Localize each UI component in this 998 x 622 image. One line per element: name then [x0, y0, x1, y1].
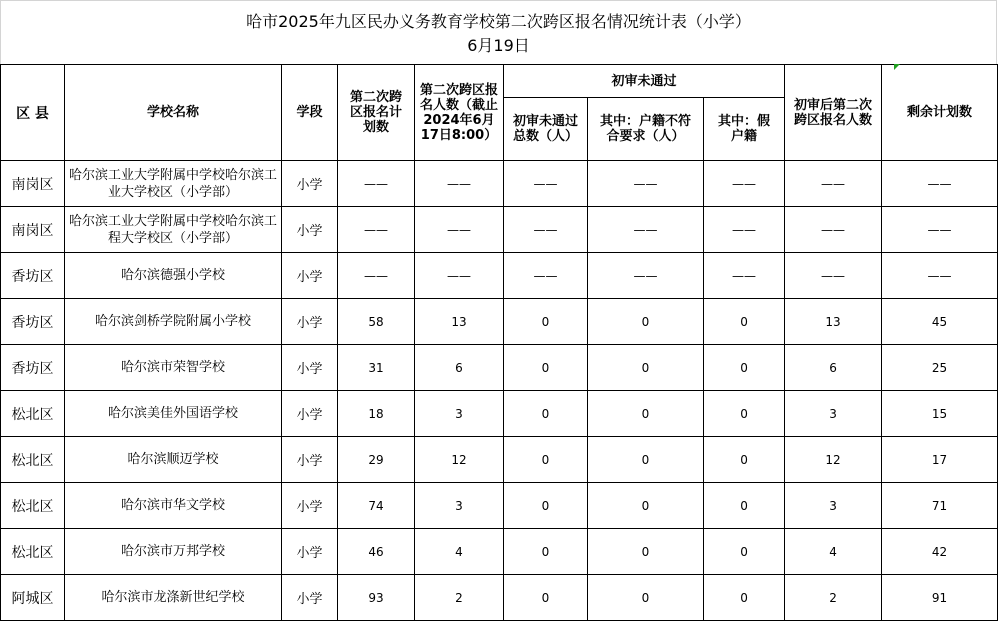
plan-cell: 93	[338, 575, 415, 621]
table-header	[1, 65, 998, 161]
header-failed-hukou: 其中：户籍不符合要求（人）	[588, 98, 704, 161]
failed-hukou-cell: ——	[588, 207, 704, 253]
failed-total-cell: 0	[504, 391, 588, 437]
remaining-cell: 17	[882, 437, 998, 483]
header-applicants: 第二次跨区报名人数（截止2024年6月17日8:00）	[415, 65, 504, 161]
header-failed-total: 初审未通过总数（人）	[504, 98, 588, 161]
failed-fake-cell: 0	[704, 391, 785, 437]
failed-hukou-cell: 0	[588, 391, 704, 437]
school-name-cell: 哈尔滨市荣智学校	[65, 345, 282, 391]
district-cell: 松北区	[1, 529, 65, 575]
school-name-cell: 哈尔滨市龙涤新世纪学校	[65, 575, 282, 621]
after-review-cell: ——	[785, 253, 882, 299]
applicants-cell: 2	[415, 575, 504, 621]
district-cell: 南岗区	[1, 207, 65, 253]
school-name-cell: 哈尔滨市万邦学校	[65, 529, 282, 575]
remaining-cell: ——	[882, 207, 998, 253]
after-review-cell: ——	[785, 207, 882, 253]
plan-cell: 31	[338, 345, 415, 391]
remaining-cell: ——	[882, 161, 998, 207]
school-name-cell: 哈尔滨德强小学校	[65, 253, 282, 299]
stage-cell: 小学	[282, 529, 338, 575]
school-name-cell: 哈尔滨顺迈学校	[65, 437, 282, 483]
table-body	[1, 161, 998, 621]
header-group-failed: 初审未通过	[504, 65, 785, 98]
applicants-cell: 3	[415, 391, 504, 437]
district-cell: 松北区	[1, 391, 65, 437]
table-row	[1, 391, 998, 437]
failed-total-cell: ——	[504, 253, 588, 299]
failed-fake-cell: 0	[704, 529, 785, 575]
after-review-cell: 4	[785, 529, 882, 575]
applicants-cell: ——	[415, 253, 504, 299]
table-row	[1, 437, 998, 483]
table-row	[1, 299, 998, 345]
remaining-cell: 42	[882, 529, 998, 575]
plan-cell: ——	[338, 253, 415, 299]
applicants-cell: ——	[415, 161, 504, 207]
school-name-cell: 哈尔滨工业大学附属中学校哈尔滨工业大学校区（小学部）	[65, 161, 282, 207]
district-cell: 香坊区	[1, 299, 65, 345]
after-review-cell: 2	[785, 575, 882, 621]
stage-cell: 小学	[282, 299, 338, 345]
applicants-cell: 4	[415, 529, 504, 575]
applicants-cell: 12	[415, 437, 504, 483]
remaining-cell: 15	[882, 391, 998, 437]
school-name-cell: 哈尔滨市华文学校	[65, 483, 282, 529]
stage-cell: 小学	[282, 161, 338, 207]
table-row	[1, 253, 998, 299]
failed-total-cell: 0	[504, 299, 588, 345]
remaining-cell: 71	[882, 483, 998, 529]
failed-fake-cell: 0	[704, 437, 785, 483]
failed-hukou-cell: ——	[588, 253, 704, 299]
sheet-title: 哈市2025年九区民办义务教育学校第二次跨区报名情况统计表（小学）	[246, 12, 751, 31]
applicants-cell: ——	[415, 207, 504, 253]
failed-total-cell: ——	[504, 207, 588, 253]
district-cell: 香坊区	[1, 345, 65, 391]
after-review-cell: 6	[785, 345, 882, 391]
stage-cell: 小学	[282, 345, 338, 391]
failed-hukou-cell: 0	[588, 529, 704, 575]
failed-fake-cell: ——	[704, 161, 785, 207]
table-row	[1, 345, 998, 391]
failed-fake-cell: 0	[704, 483, 785, 529]
stage-cell: 小学	[282, 207, 338, 253]
stage-cell: 小学	[282, 483, 338, 529]
plan-cell: 29	[338, 437, 415, 483]
cell-comment-marker	[894, 64, 900, 70]
failed-fake-cell: ——	[704, 207, 785, 253]
failed-fake-cell: 0	[704, 575, 785, 621]
plan-cell: 74	[338, 483, 415, 529]
remaining-cell: 91	[882, 575, 998, 621]
header-school-name: 学校名称	[65, 65, 282, 161]
header-stage: 学段	[282, 65, 338, 161]
district-cell: 松北区	[1, 483, 65, 529]
district-cell: 南岗区	[1, 161, 65, 207]
after-review-cell: 12	[785, 437, 882, 483]
header-district: 区 县	[1, 65, 65, 161]
after-review-cell: 13	[785, 299, 882, 345]
failed-total-cell: 0	[504, 529, 588, 575]
applicants-cell: 3	[415, 483, 504, 529]
district-cell: 香坊区	[1, 253, 65, 299]
failed-total-cell: 0	[504, 483, 588, 529]
remaining-cell: ——	[882, 253, 998, 299]
table-row	[1, 529, 998, 575]
remaining-cell: 45	[882, 299, 998, 345]
header-after-review: 初审后第二次跨区报名人数	[785, 65, 882, 161]
sheet-title-area	[0, 0, 997, 64]
sheet-date: 6月19日	[467, 36, 530, 55]
school-name-cell: 哈尔滨剑桥学院附属小学校	[65, 299, 282, 345]
after-review-cell: 3	[785, 391, 882, 437]
failed-total-cell: ——	[504, 161, 588, 207]
stage-cell: 小学	[282, 575, 338, 621]
header-plan: 第二次跨区报名计划数	[338, 65, 415, 161]
table-row	[1, 575, 998, 621]
failed-hukou-cell: ——	[588, 161, 704, 207]
statistics-table	[0, 64, 998, 621]
plan-cell: ——	[338, 161, 415, 207]
stage-cell: 小学	[282, 253, 338, 299]
failed-total-cell: 0	[504, 345, 588, 391]
failed-hukou-cell: 0	[588, 345, 704, 391]
table-row	[1, 207, 998, 253]
plan-cell: 18	[338, 391, 415, 437]
plan-cell: 46	[338, 529, 415, 575]
table-row	[1, 483, 998, 529]
district-cell: 松北区	[1, 437, 65, 483]
failed-fake-cell: 0	[704, 299, 785, 345]
applicants-cell: 13	[415, 299, 504, 345]
plan-cell: ——	[338, 207, 415, 253]
stage-cell: 小学	[282, 437, 338, 483]
stage-cell: 小学	[282, 391, 338, 437]
after-review-cell: ——	[785, 161, 882, 207]
header-failed-fake: 其中：假户籍	[704, 98, 785, 161]
after-review-cell: 3	[785, 483, 882, 529]
failed-total-cell: 0	[504, 575, 588, 621]
header-remaining: 剩余计划数	[882, 65, 998, 161]
failed-fake-cell: ——	[704, 253, 785, 299]
failed-total-cell: 0	[504, 437, 588, 483]
failed-fake-cell: 0	[704, 345, 785, 391]
failed-hukou-cell: 0	[588, 575, 704, 621]
failed-hukou-cell: 0	[588, 299, 704, 345]
remaining-cell: 25	[882, 345, 998, 391]
table-row	[1, 161, 998, 207]
failed-hukou-cell: 0	[588, 483, 704, 529]
school-name-cell: 哈尔滨美佳外国语学校	[65, 391, 282, 437]
district-cell: 阿城区	[1, 575, 65, 621]
school-name-cell: 哈尔滨工业大学附属中学校哈尔滨工程大学校区（小学部）	[65, 207, 282, 253]
failed-hukou-cell: 0	[588, 437, 704, 483]
plan-cell: 58	[338, 299, 415, 345]
applicants-cell: 6	[415, 345, 504, 391]
